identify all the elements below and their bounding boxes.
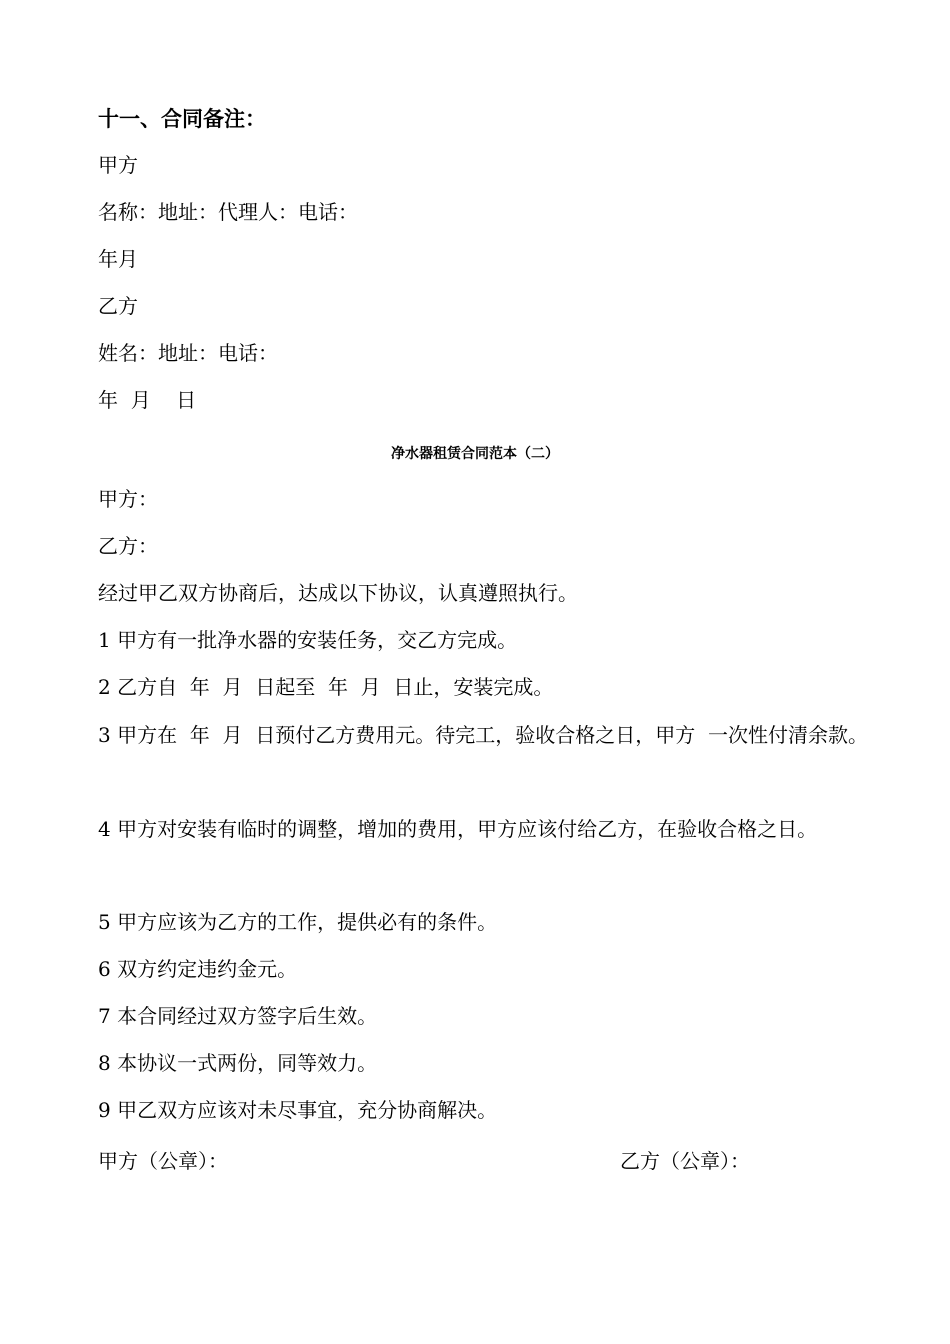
party-a-date: 年月 [98, 247, 138, 271]
clause-1: 1 甲方有一批净水器的安装任务，交乙方完成。 [98, 628, 518, 652]
seal-party-a: 甲方（公章）： [98, 1149, 228, 1173]
party-a-label: 甲方 [98, 153, 138, 177]
clause-5: 5 甲方应该为乙方的工作，提供必有的条件。 [98, 910, 498, 934]
party-b-label: 乙方 [98, 294, 138, 318]
clause-8: 8 本协议一式两份，同等效力。 [98, 1051, 378, 1075]
party-a-fields: 名称：地址：代理人：电话： [98, 200, 358, 224]
contract-intro: 经过甲乙双方协商后，达成以下协议，认真遵照执行。 [98, 581, 578, 605]
contract-party-b: 乙方： [98, 534, 158, 558]
clause-9: 9 甲乙双方应该对未尽事宜，充分协商解决。 [98, 1098, 498, 1122]
clause-2: 2 乙方自 年 月 日起至 年 月 日止，安装完成。 [98, 675, 554, 699]
section-heading: 十一、合同备注： [98, 107, 266, 131]
contract-party-a: 甲方： [98, 487, 158, 511]
party-b-fields: 姓名：地址：电话： [98, 341, 278, 365]
clause-4: 4 甲方对安装有临时的调整，增加的费用，甲方应该付给乙方，在验收合格之日。 [98, 817, 818, 841]
contract-title: 净水器租赁合同范本（二） [391, 446, 559, 462]
clause-6: 6 双方约定违约金元。 [98, 957, 298, 981]
party-b-date: 年 月 日 [98, 388, 197, 412]
seal-party-b: 乙方（公章）： [620, 1149, 750, 1173]
clause-7: 7 本合同经过双方签字后生效。 [98, 1004, 378, 1028]
clause-3: 3 甲方在 年 月 日预付乙方费用元。待完工，验收合格之日，甲方 一次性付清余款。 [98, 723, 868, 747]
